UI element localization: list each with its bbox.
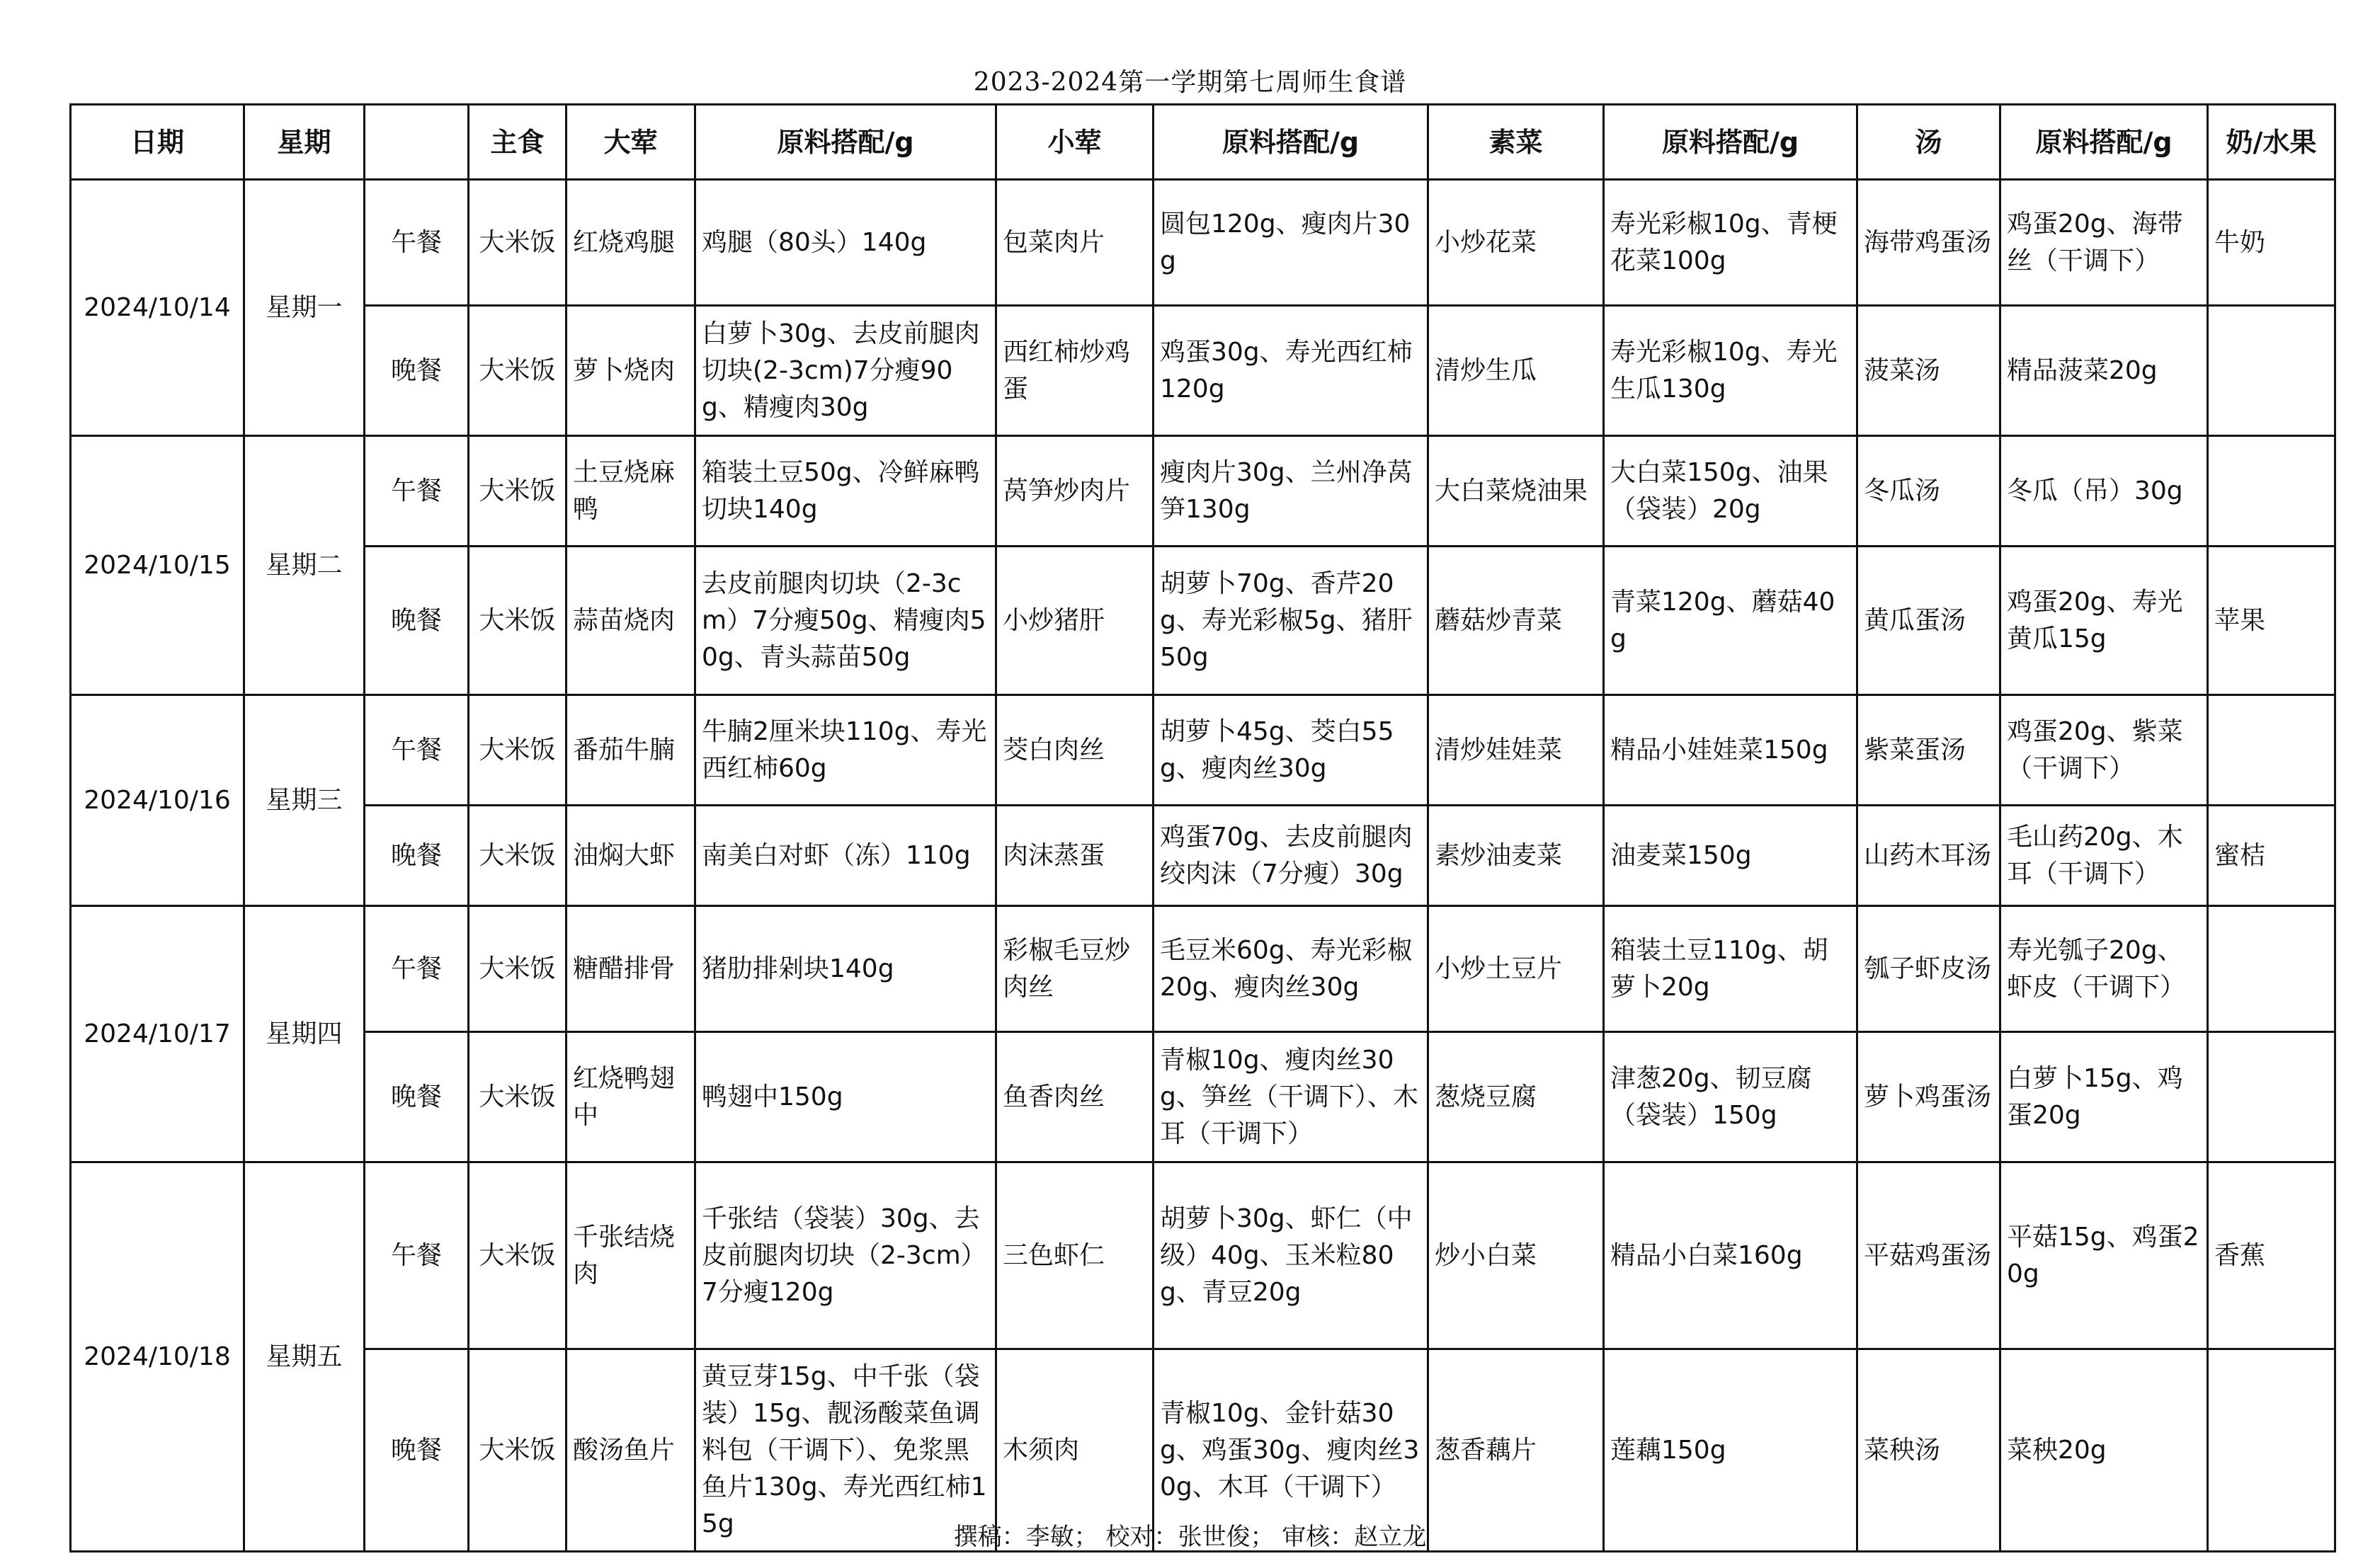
vegetable-ingredients-cell: 寿光彩椒10g、青梗花菜100g xyxy=(1604,180,1857,306)
vegetable-cell: 清炒生瓜 xyxy=(1428,306,1604,436)
vegetable-cell: 葱香藕片 xyxy=(1428,1349,1604,1552)
meal-cell: 午餐 xyxy=(365,1162,469,1349)
big-meat-ingredients-cell: 黄豆芽15g、中千张（袋装）15g、靓汤酸菜鱼调料包（干调下）、免浆黑鱼片130g、寿光西红柿15g xyxy=(695,1349,996,1552)
date-cell: 2024/10/17 xyxy=(71,906,244,1162)
small-meat-cell: 茭白肉丝 xyxy=(996,695,1154,806)
soup-cell: 平菇鸡蛋汤 xyxy=(1857,1162,2000,1349)
soup-cell: 瓠子虾皮汤 xyxy=(1857,906,2000,1032)
soup-ingredients-cell: 毛山药20g、木耳（干调下） xyxy=(2000,806,2208,906)
small-meat-cell: 西红柿炒鸡蛋 xyxy=(996,306,1154,436)
big-meat-cell: 萝卜烧肉 xyxy=(566,306,695,436)
header-date: 日期 xyxy=(71,105,244,180)
big-meat-cell: 蒜苗烧肉 xyxy=(566,547,695,695)
milk-fruit-cell xyxy=(2208,695,2335,806)
big-meat-cell: 番茄牛腩 xyxy=(566,695,695,806)
soup-ingredients-cell: 鸡蛋20g、海带丝（干调下） xyxy=(2000,180,2208,306)
big-meat-cell: 酸汤鱼片 xyxy=(566,1349,695,1552)
big-meat-ingredients-cell: 白萝卜30g、去皮前腿肉切块(2-3cm)7分瘦90g、精瘦肉30g xyxy=(695,306,996,436)
vegetable-cell: 大白菜烧油果 xyxy=(1428,436,1604,547)
menu-table xyxy=(69,103,2336,1553)
meal-cell: 晚餐 xyxy=(365,1349,469,1552)
big-meat-cell: 红烧鸭翅中 xyxy=(566,1032,695,1162)
date-cell: 2024/10/15 xyxy=(71,436,244,695)
staple-cell: 大米饭 xyxy=(469,1349,566,1552)
date-cell: 2024/10/18 xyxy=(71,1162,244,1552)
small-meat-ingredients-cell: 青椒10g、金针菇30g、鸡蛋30g、瘦肉丝30g、木耳（干调下） xyxy=(1154,1349,1428,1552)
table-row xyxy=(71,1032,2335,1162)
big-meat-cell: 土豆烧麻鸭 xyxy=(566,436,695,547)
soup-ingredients-cell: 鸡蛋20g、寿光黄瓜15g xyxy=(2000,547,2208,695)
small-meat-ingredients-cell: 鸡蛋30g、寿光西红柿120g xyxy=(1154,306,1428,436)
milk-fruit-cell: 蜜桔 xyxy=(2208,806,2335,906)
header-staple: 主食 xyxy=(469,105,566,180)
soup-ingredients-cell: 鸡蛋20g、紫菜（干调下） xyxy=(2000,695,2208,806)
staple-cell: 大米饭 xyxy=(469,1162,566,1349)
table-row xyxy=(71,1162,2335,1349)
big-meat-cell: 红烧鸡腿 xyxy=(566,180,695,306)
milk-fruit-cell xyxy=(2208,906,2335,1032)
meal-cell: 晚餐 xyxy=(365,806,469,906)
soup-cell: 山药木耳汤 xyxy=(1857,806,2000,906)
soup-ingredients-cell: 精品菠菜20g xyxy=(2000,306,2208,436)
header-vegetable-ingredients: 原料搭配/g xyxy=(1604,105,1857,180)
small-meat-cell: 小炒猪肝 xyxy=(996,547,1154,695)
vegetable-cell: 炒小白菜 xyxy=(1428,1162,1604,1349)
soup-cell: 菜秧汤 xyxy=(1857,1349,2000,1552)
weekday-cell: 星期三 xyxy=(244,695,365,906)
vegetable-ingredients-cell: 油麦菜150g xyxy=(1604,806,1857,906)
header-big-meat-ingredients: 原料搭配/g xyxy=(695,105,996,180)
header-row xyxy=(71,105,2335,180)
milk-fruit-cell: 牛奶 xyxy=(2208,180,2335,306)
weekday-cell: 星期四 xyxy=(244,906,365,1162)
soup-cell: 海带鸡蛋汤 xyxy=(1857,180,2000,306)
small-meat-ingredients-cell: 胡萝卜70g、香芹20g、寿光彩椒5g、猪肝50g xyxy=(1154,547,1428,695)
header-milk-fruit: 奶/水果 xyxy=(2208,105,2335,180)
staple-cell: 大米饭 xyxy=(469,547,566,695)
milk-fruit-cell xyxy=(2208,1032,2335,1162)
table-row xyxy=(71,806,2335,906)
staple-cell: 大米饭 xyxy=(469,180,566,306)
weekday-cell: 星期五 xyxy=(244,1162,365,1552)
vegetable-ingredients-cell: 寿光彩椒10g、寿光生瓜130g xyxy=(1604,306,1857,436)
soup-ingredients-cell: 菜秧20g xyxy=(2000,1349,2208,1552)
small-meat-cell: 莴笋炒肉片 xyxy=(996,436,1154,547)
soup-ingredients-cell: 冬瓜（吊）30g xyxy=(2000,436,2208,547)
soup-cell: 紫菜蛋汤 xyxy=(1857,695,2000,806)
vegetable-ingredients-cell: 津葱20g、韧豆腐（袋装）150g xyxy=(1604,1032,1857,1162)
milk-fruit-cell xyxy=(2208,306,2335,436)
big-meat-ingredients-cell: 鸡腿（80头）140g xyxy=(695,180,996,306)
vegetable-ingredients-cell: 精品小白菜160g xyxy=(1604,1162,1857,1349)
header-meal xyxy=(365,105,469,180)
date-cell: 2024/10/16 xyxy=(71,695,244,906)
table-row xyxy=(71,906,2335,1032)
staple-cell: 大米饭 xyxy=(469,906,566,1032)
small-meat-ingredients-cell: 青椒10g、瘦肉丝30g、笋丝（干调下）、木耳（干调下） xyxy=(1154,1032,1428,1162)
vegetable-cell: 清炒娃娃菜 xyxy=(1428,695,1604,806)
staple-cell: 大米饭 xyxy=(469,695,566,806)
small-meat-ingredients-cell: 毛豆米60g、寿光彩椒20g、瘦肉丝30g xyxy=(1154,906,1428,1032)
milk-fruit-cell: 苹果 xyxy=(2208,547,2335,695)
vegetable-ingredients-cell: 箱装土豆110g、胡萝卜20g xyxy=(1604,906,1857,1032)
big-meat-cell: 油焖大虾 xyxy=(566,806,695,906)
soup-ingredients-cell: 平菇15g、鸡蛋20g xyxy=(2000,1162,2208,1349)
small-meat-cell: 彩椒毛豆炒肉丝 xyxy=(996,906,1154,1032)
header-weekday: 星期 xyxy=(244,105,365,180)
small-meat-cell: 鱼香肉丝 xyxy=(996,1032,1154,1162)
big-meat-cell: 千张结烧肉 xyxy=(566,1162,695,1349)
small-meat-ingredients-cell: 胡萝卜45g、茭白55g、瘦肉丝30g xyxy=(1154,695,1428,806)
vegetable-ingredients-cell: 青菜120g、蘑菇40g xyxy=(1604,547,1857,695)
big-meat-ingredients-cell: 南美白对虾（冻）110g xyxy=(695,806,996,906)
vegetable-cell: 小炒土豆片 xyxy=(1428,906,1604,1032)
meal-cell: 晚餐 xyxy=(365,306,469,436)
table-row xyxy=(71,436,2335,547)
meal-cell: 午餐 xyxy=(365,906,469,1032)
header-vegetable: 素菜 xyxy=(1428,105,1604,180)
vegetable-cell: 蘑菇炒青菜 xyxy=(1428,547,1604,695)
meal-cell: 午餐 xyxy=(365,436,469,547)
big-meat-ingredients-cell: 箱装土豆50g、冷鲜麻鸭切块140g xyxy=(695,436,996,547)
meal-cell: 午餐 xyxy=(365,180,469,306)
small-meat-ingredients-cell: 圆包120g、瘦肉片30g xyxy=(1154,180,1428,306)
page-title: 2023-2024第一学期第七周师生食谱 xyxy=(973,68,1407,97)
small-meat-cell: 三色虾仁 xyxy=(996,1162,1154,1349)
soup-cell: 菠菜汤 xyxy=(1857,306,2000,436)
vegetable-ingredients-cell: 大白菜150g、油果（袋装）20g xyxy=(1604,436,1857,547)
date-cell: 2024/10/14 xyxy=(71,180,244,436)
small-meat-ingredients-cell: 瘦肉片30g、兰州净莴笋130g xyxy=(1154,436,1428,547)
small-meat-cell: 肉沫蒸蛋 xyxy=(996,806,1154,906)
header-soup: 汤 xyxy=(1857,105,2000,180)
meal-cell: 晚餐 xyxy=(365,1032,469,1162)
soup-cell: 萝卜鸡蛋汤 xyxy=(1857,1032,2000,1162)
staple-cell: 大米饭 xyxy=(469,306,566,436)
milk-fruit-cell: 香蕉 xyxy=(2208,1162,2335,1349)
header-soup-ingredients: 原料搭配/g xyxy=(2000,105,2208,180)
big-meat-cell: 糖醋排骨 xyxy=(566,906,695,1032)
soup-cell: 黄瓜蛋汤 xyxy=(1857,547,2000,695)
weekday-cell: 星期二 xyxy=(244,436,365,695)
small-meat-cell: 包菜肉片 xyxy=(996,180,1154,306)
big-meat-ingredients-cell: 千张结（袋装）30g、去皮前腿肉切块（2-3cm）7分瘦120g xyxy=(695,1162,996,1349)
header-big-meat: 大荤 xyxy=(566,105,695,180)
vegetable-cell: 素炒油麦菜 xyxy=(1428,806,1604,906)
weekday-cell: 星期一 xyxy=(244,180,365,436)
big-meat-ingredients-cell: 去皮前腿肉切块（2-3cm）7分瘦50g、精瘦肉50g、青头蒜苗50g xyxy=(695,547,996,695)
small-meat-ingredients-cell: 胡萝卜30g、虾仁（中级）40g、玉米粒80g、青豆20g xyxy=(1154,1162,1428,1349)
vegetable-cell: 葱烧豆腐 xyxy=(1428,1032,1604,1162)
table-row xyxy=(71,306,2335,436)
milk-fruit-cell xyxy=(2208,436,2335,547)
table-row xyxy=(71,695,2335,806)
staple-cell: 大米饭 xyxy=(469,436,566,547)
small-meat-ingredients-cell: 鸡蛋70g、去皮前腿肉绞肉沫（7分瘦）30g xyxy=(1154,806,1428,906)
credits-footer: 撰稿：李敏； 校对：张世俊； 审核：赵立龙 xyxy=(953,1523,1427,1551)
table-row xyxy=(71,547,2335,695)
small-meat-cell: 木须肉 xyxy=(996,1349,1154,1552)
meal-cell: 晚餐 xyxy=(365,547,469,695)
soup-cell: 冬瓜汤 xyxy=(1857,436,2000,547)
vegetable-cell: 小炒花菜 xyxy=(1428,180,1604,306)
vegetable-ingredients-cell: 精品小娃娃菜150g xyxy=(1604,695,1857,806)
header-small-meat: 小荤 xyxy=(996,105,1154,180)
big-meat-ingredients-cell: 猪肋排剁块140g xyxy=(695,906,996,1032)
meal-cell: 午餐 xyxy=(365,695,469,806)
staple-cell: 大米饭 xyxy=(469,1032,566,1162)
soup-ingredients-cell: 白萝卜15g、鸡蛋20g xyxy=(2000,1032,2208,1162)
vegetable-ingredients-cell: 莲藕150g xyxy=(1604,1349,1857,1552)
big-meat-ingredients-cell: 鸭翅中150g xyxy=(695,1032,996,1162)
big-meat-ingredients-cell: 牛腩2厘米块110g、寿光西红柿60g xyxy=(695,695,996,806)
header-small-meat-ingredients: 原料搭配/g xyxy=(1154,105,1428,180)
table-row xyxy=(71,180,2335,306)
staple-cell: 大米饭 xyxy=(469,806,566,906)
soup-ingredients-cell: 寿光瓠子20g、虾皮（干调下） xyxy=(2000,906,2208,1032)
